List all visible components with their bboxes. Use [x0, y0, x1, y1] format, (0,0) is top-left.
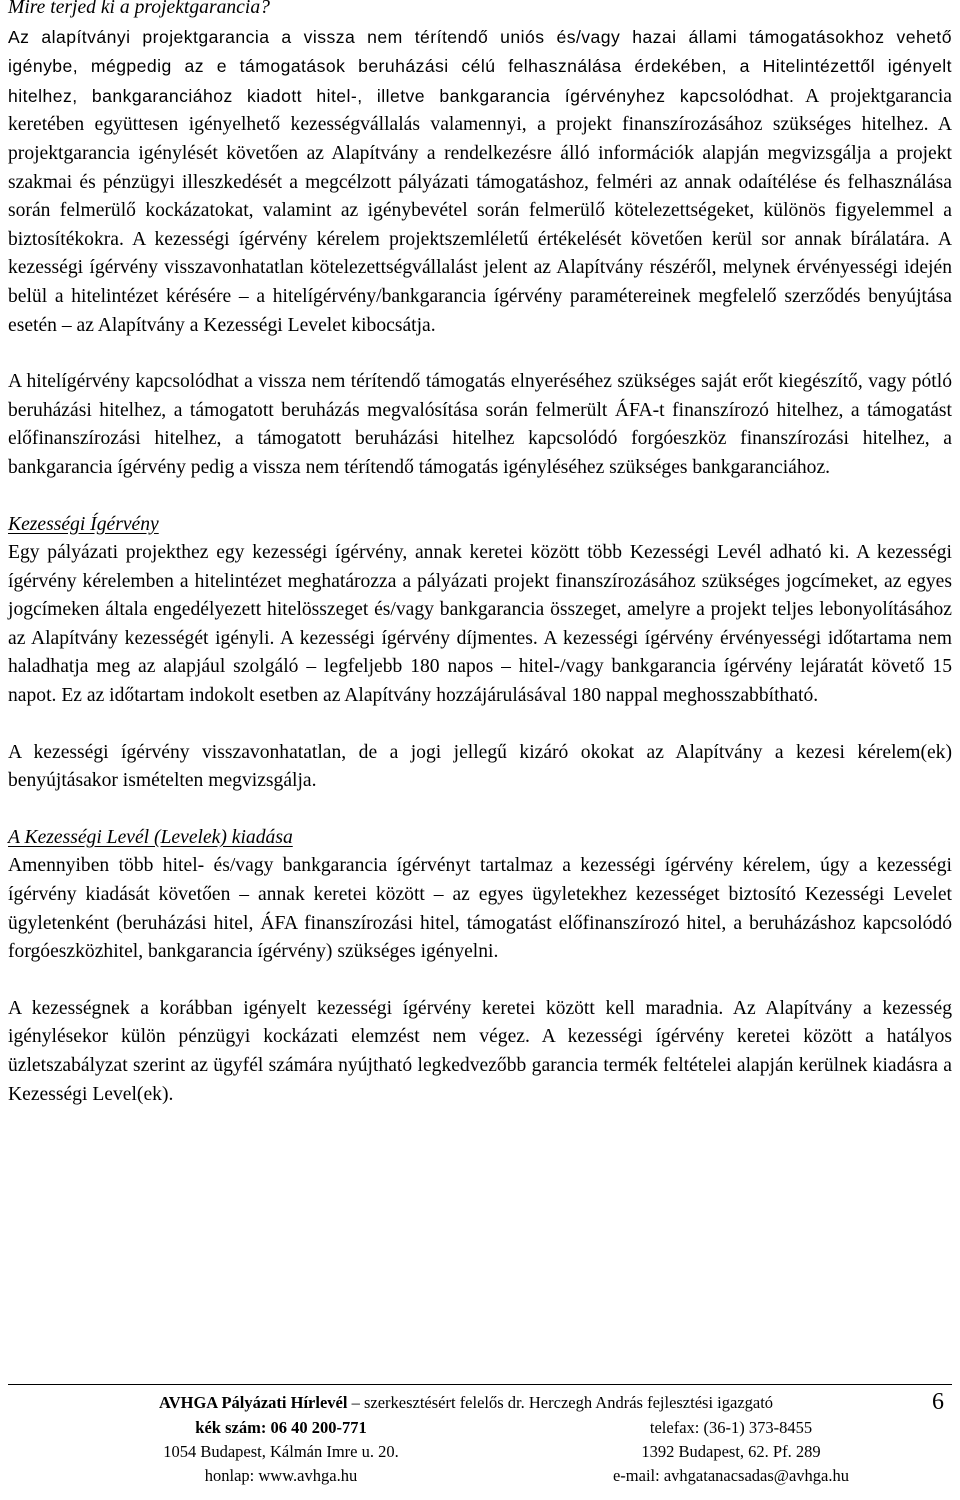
footer-postal: 1392 Budapest, 62. Pf. 289	[641, 1442, 821, 1461]
paragraph-kezessegi-igerveny: Egy pályázati projekthez egy kezességi ígérvény, annak keretei között több Kezességi Levél adható ki. A kezességi ígérvény kérelemben a hitelintézet meghatározza a pályázati projekt finanszírozásához szükséges jogcímeket, az egyes jogcímeken általa engedélyezett hitelösszeget és/vagy bankgarancia összeget, amelyre a projekt teljes lebonyolításához az Alapítvány kezességét igényli. A kezességi ígérvény díjmentes. A kezességi ígérvény érvényességi időtartama nem haladhatja meg az alapjául szolgáló – legfeljebb 180 napos – hitel-/vagy bankgarancia ígérvény lejáratát követő 15 napot. Ez az időtartam indokolt esetben az Alapítvány hozzájárulásával 180 nappal meghosszabbítható.	[8, 542, 952, 707]
paragraph-projektgarancia	[8, 23, 952, 341]
page-footer	[8, 1384, 952, 1499]
section-heading-kezessegi-level: A Kezességi Levél (Levelek) kiadása	[8, 826, 293, 848]
footer-row-phone	[8, 1416, 952, 1440]
paragraph-kezesseg-keret: A kezességnek a korábban igényelt kezességi ígérvény keretei között kell maradnia. Az Alapítvány a kezesség igénylésekor külön pénzügyi kockázati elemzést nem végez. A kezességi ígérvény keretei között a hatályos üzletszabályzat szerint az ügyfél számára nyújtható legkedvezőbb garancia termék feltételei alapján kerülnek kiadásra a Kezességi Level(ek).	[8, 997, 952, 1105]
paragraph-projektgarancia-part-a: Az alapítványi projektgarancia a vissza nem térítendő uniós és/vagy hazai állami támogatásokhoz vehető igénybe, mégpedig az e támogatások beruházási célú felhasználása érdekében, a Hitelintézettől igényelt hitelhez, bankgaranciához kiadott hitel-, illetve bankgarancia ígérvényhez kapcsolódhat.	[8, 26, 952, 106]
paragraph-projektgarancia-part-c: A projektgarancia igénylését követően az Alapítvány a rendelkezésre álló információk alapján megvizsgálja a projekt szakmai és pénzügyi illeszkedését a megcélzott pályázati támogatáshoz, felméri az annak odaítélése és felhasználása során felmerülő kockázatokat, valamint az igénybevétel során felmerülő kötelezettségeket, különös figyelemmel a biztosítékokra. A kezességi ígérvény kérelem projektszemléletű értékelését követően kerül sor annak bírálatára. A kezességi ígérvény visszavonhatatlan kötelezettségvállalást jelent az Alapítvány részéről, melynek érvényességi idején belül a hitelintézet kérésére – a hitelígérvény/bankgarancia ígérvény paramétereinek megfelelő szerződés benyújtása esetén – az Alapítvány a Kezességi Levelet kibocsátja.	[8, 114, 952, 336]
footer-editor: – szerkesztésért felelős dr. Herczegh András fejlesztési igazgató	[351, 1393, 774, 1412]
section-heading-kezessegi-igerveny: Kezességi Ígérvény	[8, 513, 159, 535]
footer-row-publication	[8, 1391, 952, 1415]
paragraph-visszavonhatatlan: A kezességi ígérvény visszavonhatatlan, de a jogi jellegű kizáró okokat az Alapítvány a kezesi kérelem(ek) benyújtásakor ismételten megvizsgálja.	[8, 741, 952, 792]
paragraph-hiteligerveny: A hitelígérvény kapcsolódhat a vissza nem térítendő támogatás elnyeréséhez szükséges saját erőt kiegészítő, vagy pótló beruházási hitelhez, a támogatott beruházás megvalósítása során felmerült ÁFA-t finanszírozó hitelhez, a támogatást előfinanszírozási hitelhez, a támogatott beruházási hitelhez kapcsolódó forgóeszköz finanszírozási hitelhez, a bankgarancia ígérvény pedig a vissza nem térítendő támogatás igényléséhez szükséges bankgaranciához.	[8, 371, 952, 478]
footer-address: 1054 Budapest, Kálmán Imre u. 20.	[163, 1442, 399, 1461]
section-heading-projektgarancia: Mire terjed ki a projektgarancia?	[8, 0, 270, 18]
footer-row-address	[8, 1440, 952, 1464]
document-body	[8, 0, 952, 1109]
paragraph-kezessegi-level: Amennyiben több hitel- és/vagy bankgarancia ígérvényt tartalmaz a kezességi ígérvény kérelem, úgy a kezességi ígérvény kiadását követően – annak keretei között – az egyes ügyletekhez kezességet biztosító Kezességi Levelet ügyletenként (beruházási hitel, ÁFA finanszírozási hitel, támogatást előfinanszírozó hitel, a beruházáshoz kapcsolódó forgóeszközhitel, bankgarancia ígérvény) szükséges igényelni.	[8, 855, 952, 963]
page-number: 6	[932, 1389, 944, 1415]
footer-phone: kék szám: 06 40 200-771	[195, 1418, 367, 1437]
paragraph-projektgarancia-part-b: A projektgarancia keretében együttesen igényelhető kezességvállalás valamennyi, a projekt finanszírozásához szükséges hitelhez.	[8, 85, 952, 136]
footer-website[interactable]: honlap: www.avhga.hu	[204, 1466, 358, 1485]
footer-publication-title: AVHGA Pályázati Hírlevél	[158, 1393, 348, 1412]
footer-row-web	[8, 1464, 952, 1488]
footer-fax: telefax: (36-1) 373-8455	[649, 1418, 813, 1437]
footer-email[interactable]: e-mail: avhgatanacsadas@avhga.hu	[612, 1466, 849, 1485]
